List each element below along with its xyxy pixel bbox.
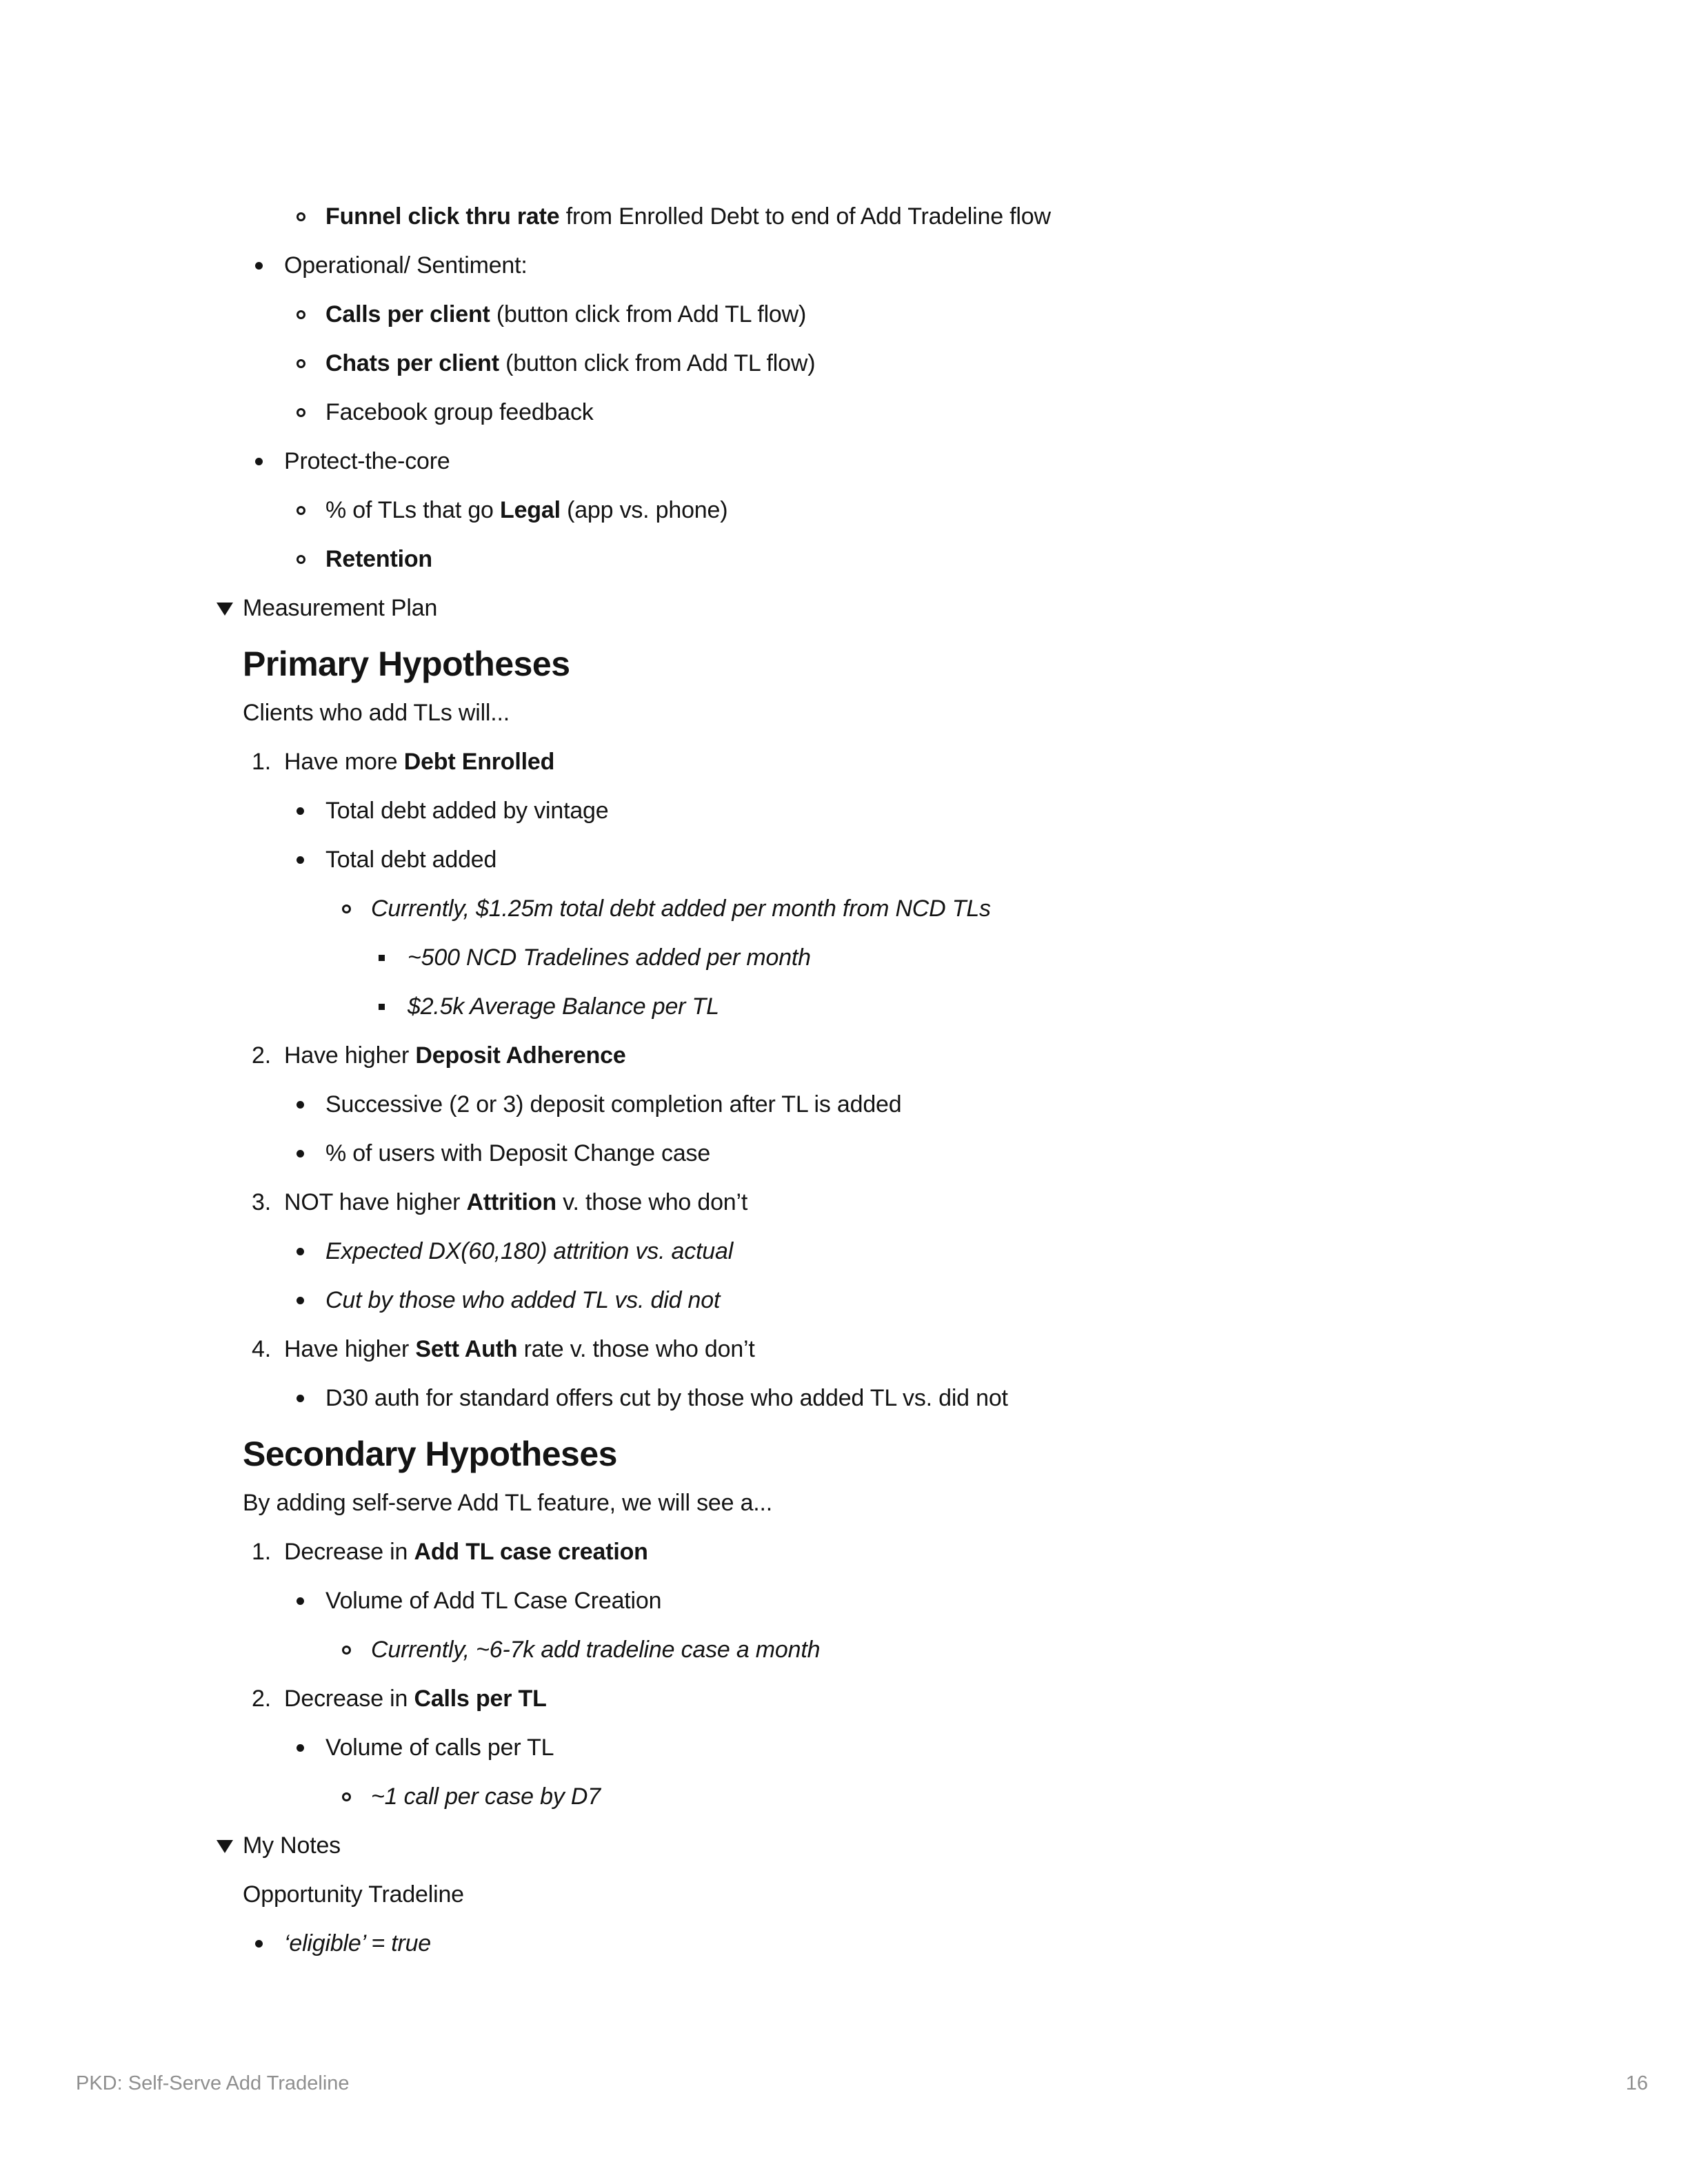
paragraph <box>243 698 1456 728</box>
text-segment: Calls per TL <box>414 1686 547 1712</box>
text-segment: Facebook group feedback <box>325 399 594 425</box>
text-line <box>325 1735 554 1761</box>
text-segment: D30 auth for standard offers cut by those who added TL vs. did not <box>325 1385 1008 1411</box>
text-line <box>325 1287 720 1313</box>
text-segment: Decrease in <box>284 1686 414 1712</box>
text-line <box>371 1637 820 1663</box>
text-line <box>284 1686 547 1712</box>
text-line <box>325 1140 710 1166</box>
text-segment: (button click from Add TL flow) <box>490 301 807 327</box>
text-segment: My Notes <box>243 1832 341 1859</box>
text-segment: Decrease in <box>284 1539 414 1565</box>
text-line <box>284 1336 755 1362</box>
text-segment: Successive (2 or 3) deposit completion after TL is added <box>325 1091 902 1118</box>
text-line <box>325 203 1051 230</box>
text-segment: Total debt added <box>325 847 497 873</box>
bullet-circle-icon <box>297 555 305 564</box>
bulleted-list-item <box>243 1236 1456 1266</box>
text-segment: Chats per client <box>325 350 499 376</box>
bulleted-list-item <box>243 397 1456 427</box>
bullet-disc-icon <box>297 1597 304 1605</box>
footer-doc-title: PKD: Self-Serve Add Tradeline <box>76 2072 350 2094</box>
text-segment: Legal <box>500 497 561 523</box>
bulleted-list-item <box>243 348 1456 378</box>
bulleted-list-item <box>243 991 1456 1022</box>
bullet-disc-icon <box>297 1101 304 1109</box>
bulleted-list-item <box>243 796 1456 826</box>
bullet-circle-icon <box>297 506 305 515</box>
list-number: 2. <box>252 1686 271 1712</box>
list-number: 3. <box>252 1189 271 1215</box>
text-line <box>243 595 437 621</box>
text-segment: from Enrolled Debt to end of Add Tradeline flow <box>559 203 1051 230</box>
bulleted-list-item <box>243 250 1456 281</box>
text-line <box>243 1490 772 1516</box>
bulleted-list-item <box>243 1781 1456 1812</box>
bulleted-list-item <box>243 495 1456 525</box>
text-segment: Volume of calls per TL <box>325 1735 554 1761</box>
bullet-circle-icon <box>342 904 351 913</box>
list-number: 1. <box>252 749 271 775</box>
text-segment: Debt Enrolled <box>403 749 555 775</box>
bulleted-list-item <box>243 544 1456 574</box>
bullet-disc-icon <box>255 1940 263 1948</box>
text-line <box>284 749 554 775</box>
text-segment: ‘eligible’ = true <box>284 1930 432 1957</box>
bullet-circle-icon <box>297 408 305 417</box>
text-line <box>243 645 570 683</box>
paragraph <box>243 1879 1456 1910</box>
bulleted-list-item <box>243 1089 1456 1120</box>
text-line <box>371 1783 601 1810</box>
bulleted-list-item <box>243 1635 1456 1665</box>
bulleted-list-item <box>243 1285 1456 1315</box>
text-segment: By adding self-serve Add TL feature, we will see a... <box>243 1490 773 1516</box>
text-line <box>325 350 815 376</box>
text-segment: (app vs. phone) <box>560 497 728 523</box>
bulleted-list-item <box>243 845 1456 875</box>
document-content <box>243 201 1456 1977</box>
bullet-disc-icon <box>255 262 263 270</box>
bullet-disc-icon <box>297 1248 304 1255</box>
text-segment: Protect-the-core <box>284 448 450 474</box>
text-line <box>284 1042 626 1069</box>
text-segment: Deposit Adherence <box>415 1042 626 1069</box>
bullet-circle-icon <box>297 359 305 368</box>
text-line <box>325 1091 901 1118</box>
text-segment: Measurement Plan <box>243 595 438 621</box>
text-segment: Retention <box>325 546 432 572</box>
bullet-disc-icon <box>255 458 263 465</box>
text-line <box>284 252 528 279</box>
text-segment: v. those who don’t <box>556 1189 748 1215</box>
text-segment: Opportunity Tradeline <box>243 1881 464 1908</box>
footer-page-number: 16 <box>1625 2072 1648 2094</box>
list-number: 4. <box>252 1336 271 1362</box>
paragraph <box>243 1488 1456 1518</box>
list-number: 1. <box>252 1539 271 1565</box>
text-segment: % of users with Deposit Change case <box>325 1140 711 1166</box>
text-segment: Primary Hypotheses <box>243 645 570 683</box>
bullet-square-icon <box>379 1004 385 1010</box>
text-line <box>371 896 991 922</box>
bulleted-list-item <box>243 299 1456 330</box>
bulleted-list-item <box>243 942 1456 973</box>
text-segment: Secondary Hypotheses <box>243 1435 617 1473</box>
text-line <box>325 546 432 572</box>
text-segment: % of TLs that go <box>325 497 501 523</box>
bulleted-list-item <box>243 1586 1456 1616</box>
text-segment: Volume of Add TL Case Creation <box>325 1588 662 1614</box>
bulleted-list-item <box>243 201 1456 232</box>
text-segment: Expected DX(60,180) attrition vs. actual <box>325 1238 734 1264</box>
text-line <box>325 798 608 824</box>
text-line <box>325 497 727 523</box>
bullet-disc-icon <box>297 1744 304 1752</box>
bulleted-list-item <box>243 893 1456 924</box>
bulleted-list-item <box>243 1732 1456 1763</box>
text-line <box>243 1832 341 1859</box>
bulleted-list-item <box>243 1138 1456 1169</box>
bulleted-list-item <box>243 1383 1456 1413</box>
bullet-disc-icon <box>297 1150 304 1157</box>
bullet-disc-icon <box>297 1395 304 1402</box>
text-line <box>284 1189 747 1215</box>
bullet-disc-icon <box>297 807 304 815</box>
text-segment: Calls per client <box>325 301 490 327</box>
text-segment: rate v. those who don’t <box>517 1336 755 1362</box>
text-segment: Have higher <box>284 1042 416 1069</box>
numbered-list-item <box>243 747 1456 777</box>
text-line <box>284 448 450 474</box>
bullet-circle-icon <box>342 1646 351 1655</box>
text-segment: Operational/ Sentiment: <box>284 252 528 279</box>
text-line <box>243 700 510 726</box>
text-segment: (button click from Add TL flow) <box>499 350 816 376</box>
text-line <box>408 993 719 1020</box>
text-line <box>325 399 594 425</box>
text-segment: Clients who add TLs will... <box>243 700 510 726</box>
list-number: 2. <box>252 1042 271 1069</box>
text-line <box>325 1385 1008 1411</box>
text-line <box>325 1238 733 1264</box>
text-segment: Currently, ~6-7k add tradeline case a month <box>371 1637 821 1663</box>
text-segment: Have higher <box>284 1336 416 1362</box>
bullet-circle-icon <box>342 1792 351 1801</box>
bulleted-list-item <box>243 1928 1456 1959</box>
text-line <box>408 944 811 971</box>
bullet-circle-icon <box>297 212 305 221</box>
text-segment: $2.5k Average Balance per TL <box>408 993 719 1020</box>
text-segment: Total debt added by vintage <box>325 798 609 824</box>
text-segment: Sett Auth <box>415 1336 518 1362</box>
toggle-triangle-icon[interactable] <box>217 603 233 616</box>
numbered-list-item <box>243 1537 1456 1567</box>
toggle-triangle-icon[interactable] <box>217 1840 233 1853</box>
text-segment: ~1 call per case by D7 <box>371 1783 601 1810</box>
text-segment: Cut by those who added TL vs. did not <box>325 1287 721 1313</box>
text-line <box>284 1539 648 1565</box>
text-segment: Add TL case creation <box>414 1539 648 1565</box>
text-segment: Have more <box>284 749 404 775</box>
toggle-item[interactable] <box>243 1830 1456 1861</box>
text-segment: ~500 NCD Tradelines added per month <box>408 944 811 971</box>
text-line <box>243 1881 464 1908</box>
text-line <box>325 301 806 327</box>
bulleted-list-item <box>243 446 1456 476</box>
section-heading <box>243 1433 1456 1475</box>
bullet-square-icon <box>379 955 385 961</box>
page-footer <box>76 2072 1648 2095</box>
bullet-circle-icon <box>297 310 305 319</box>
numbered-list-item <box>243 1187 1456 1217</box>
bullet-disc-icon <box>297 1297 304 1304</box>
numbered-list-item <box>243 1040 1456 1071</box>
numbered-list-item <box>243 1684 1456 1714</box>
bullet-disc-icon <box>297 856 304 864</box>
section-heading <box>243 643 1456 685</box>
text-segment: Currently, $1.25m total debt added per month from NCD TLs <box>371 896 991 922</box>
text-segment: NOT have higher <box>284 1189 467 1215</box>
text-segment: Attrition <box>466 1189 556 1215</box>
text-line <box>243 1435 617 1473</box>
toggle-item[interactable] <box>243 593 1456 623</box>
text-line <box>325 1588 661 1614</box>
text-line <box>284 1930 431 1957</box>
text-line <box>325 847 496 873</box>
text-segment: Funnel click thru rate <box>325 203 560 230</box>
numbered-list-item <box>243 1334 1456 1364</box>
